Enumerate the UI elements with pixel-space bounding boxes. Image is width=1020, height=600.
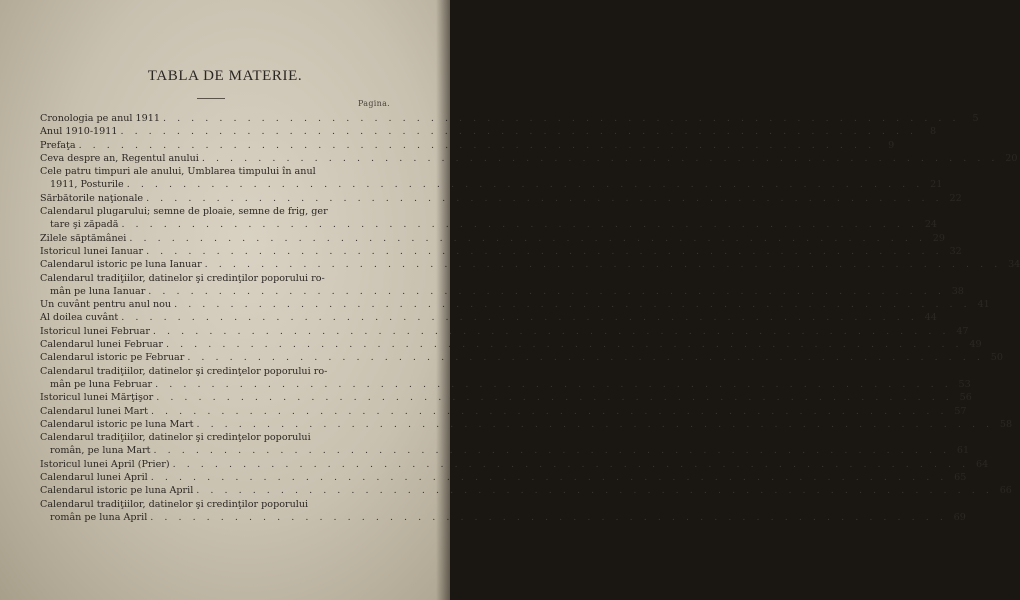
dot-leader	[154, 444, 951, 457]
dot-leader	[121, 311, 918, 324]
toc-entry-text: mân pe luna Ianuar	[50, 285, 146, 297]
toc-entry	[40, 205, 938, 232]
toc-entry-text: tare şi zăpadă	[50, 219, 119, 231]
toc-entry-text: Istoricul lunei Ianuar	[40, 245, 144, 257]
toc-entry	[40, 418, 1013, 431]
toc-entry	[40, 325, 969, 338]
toc-entry-text: Cronologia pe anul 1911	[40, 113, 160, 124]
toc-entry	[40, 391, 972, 404]
toc-entry-text: Cele patru timpuri ale anului, Umblarea timpului în anul	[40, 166, 316, 178]
toc-entry-text: Zilele săptămânei	[40, 232, 127, 244]
dot-leader	[153, 325, 950, 338]
toc-entry-text: Calendarul lunei Mart	[40, 405, 148, 417]
dot-leader	[127, 178, 924, 191]
toc-page-number: 5	[972, 113, 979, 124]
toc-entry-text: 1911, Posturile	[50, 179, 124, 191]
toc-entry-text: Calendarul istoric pe luna Ianuar	[40, 259, 202, 271]
toc-entry-text: Calendarul lunei April	[40, 472, 148, 484]
dot-leader	[148, 285, 945, 298]
toc-entry	[40, 471, 967, 484]
dot-leader	[202, 152, 999, 165]
toc-entry-text: Calendarul tradiţiilor, datinelor şi credinţelor poporului ro-	[40, 365, 328, 377]
dot-leader	[79, 139, 876, 152]
toc-page-number: 58	[999, 418, 1013, 430]
toc-entry	[40, 431, 970, 458]
page-edge-shadow	[436, 0, 450, 600]
toc-page-number: 38	[951, 285, 964, 297]
toc-entry-text: Calendarul istoric pe Februar	[40, 352, 185, 364]
toc-page-number: 49	[969, 339, 982, 351]
title-divider	[197, 98, 225, 99]
toc-entry	[40, 458, 989, 471]
toc-page-number: 24	[924, 219, 938, 231]
dot-leader	[174, 298, 971, 311]
dot-leader	[121, 218, 918, 231]
toc-entry-text: Calendarul plugarului; semne de ploaie, semne de frig, ger	[40, 206, 328, 218]
dot-leader	[150, 511, 947, 524]
dot-leader	[151, 405, 948, 418]
toc-page-number: 8	[929, 126, 937, 138]
toc-page-number: 34	[1008, 259, 1020, 271]
toc-entry-text: Calendarul tradiţiilor, datinelor şi credinţelor poporului	[40, 432, 311, 444]
toc-page-number: 21	[930, 179, 943, 191]
toc-entry	[40, 272, 964, 299]
dot-leader	[155, 378, 952, 391]
toc-entry-text: Calendarul istoric pe luna Mart	[40, 418, 194, 430]
toc-entry	[40, 311, 937, 324]
toc-page-number: 50	[990, 352, 1003, 364]
dot-leader	[146, 245, 943, 258]
dot-leader	[129, 232, 926, 245]
toc-entry	[40, 298, 990, 311]
toc-page-number: 20	[1005, 152, 1018, 164]
toc-entry-text: Istoricul lunei Mărţişor	[40, 392, 154, 404]
toc-page-number: 64	[975, 458, 989, 470]
dot-leader	[151, 471, 948, 484]
toc-entry-text: Calendarul lunei Februar	[40, 339, 163, 351]
toc-entry	[40, 258, 1020, 271]
toc-page-number: 57	[954, 405, 967, 417]
toc-entry	[40, 125, 937, 138]
toc-entry	[40, 192, 962, 205]
toc-entry	[40, 232, 945, 245]
dot-leader	[163, 112, 960, 125]
page-column-header: Pagina.	[357, 99, 390, 108]
toc-page-number: 22	[949, 192, 962, 204]
toc-page-number: 41	[977, 299, 990, 311]
toc-page-number: 66	[999, 485, 1012, 497]
toc-page-number: 44	[924, 312, 937, 324]
table-of-contents	[40, 112, 1020, 524]
toc-page-number: 9	[888, 139, 895, 151]
dot-leader	[205, 258, 1002, 271]
toc-entry	[40, 112, 979, 125]
dot-leader	[146, 192, 943, 205]
dot-leader	[166, 338, 963, 351]
toc-page-number: 65	[954, 472, 967, 484]
toc-entry	[40, 405, 967, 418]
page-title: TABLA DE MATERIE.	[147, 68, 303, 84]
toc-entry	[40, 351, 1003, 364]
toc-entry-text: Istoricul lunei April (Prier)	[40, 458, 170, 470]
toc-entry-text: Un cuvânt pentru anul nou	[40, 299, 172, 311]
toc-page-number: 29	[932, 232, 945, 244]
toc-entry-text: Anul 1910-1911	[40, 126, 118, 138]
toc-entry	[40, 484, 1012, 497]
toc-entry	[40, 498, 966, 525]
dot-leader	[173, 458, 970, 471]
toc-page-number: 69	[953, 511, 966, 523]
toc-entry	[40, 152, 1018, 165]
toc-entry-text: român, pe luna Mart	[50, 445, 151, 457]
toc-entry	[40, 365, 971, 392]
toc-entry	[40, 338, 982, 351]
dot-leader	[187, 351, 984, 364]
toc-entry-text: Sărbătorile naţionale	[40, 192, 144, 204]
dot-leader	[196, 418, 993, 431]
toc-entry-text: Al doilea cuvânt	[40, 312, 119, 324]
toc-entry-text: Calendarul tradiţiilor, datinelor şi credinţilor poporului ro-	[40, 272, 325, 284]
toc-page-number: 32	[949, 245, 962, 257]
toc-entry	[40, 165, 943, 192]
toc-page-number: 61	[956, 445, 970, 457]
toc-page-number: 56	[959, 392, 972, 404]
toc-page-number: 47	[956, 325, 969, 337]
toc-entry	[40, 139, 895, 152]
dot-leader	[120, 125, 917, 138]
toc-entry-text: mân pe luna Februar	[50, 378, 153, 390]
toc-entry	[40, 245, 962, 258]
toc-entry-text: român pe luna April	[50, 511, 148, 523]
toc-entry-text: Calendarul istoric pe luna April	[40, 485, 194, 497]
dot-leader	[156, 391, 953, 404]
toc-page-number: 53	[958, 378, 971, 390]
toc-entry-text: Ceva despre an, Regentul anului	[40, 152, 199, 164]
dot-leader	[196, 484, 993, 497]
toc-entry-text: Calendarul tradiţiilor, datinelor şi credinţilor poporului	[40, 498, 309, 510]
toc-entry-text: Istoricul lunei Februar	[40, 325, 150, 337]
toc-entry-text: Prefaţa	[40, 139, 76, 151]
